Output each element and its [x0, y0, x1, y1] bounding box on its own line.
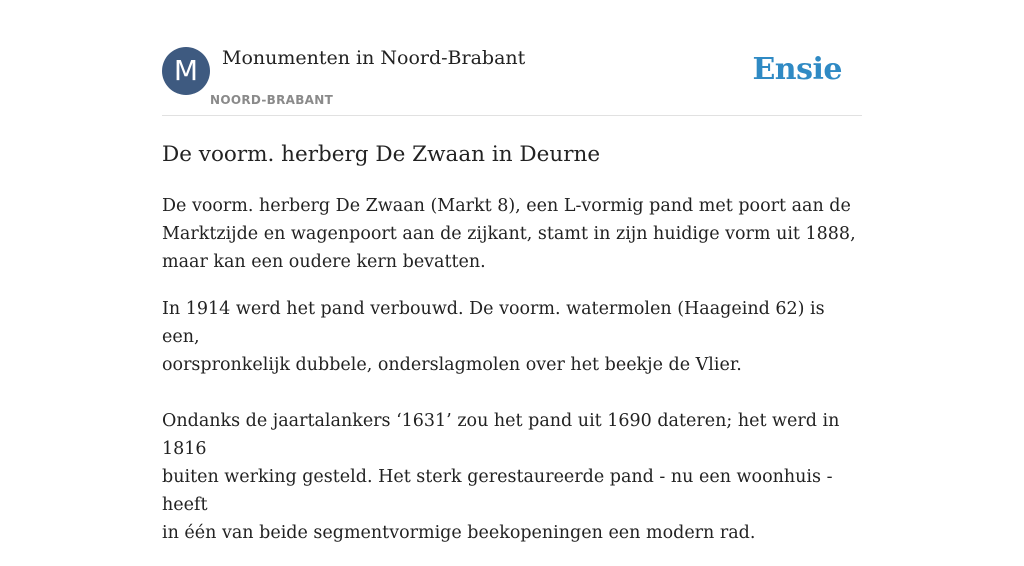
article-card — [162, 0, 862, 543]
ensie-logo[interactable]: Ensie — [752, 52, 842, 87]
article-title: De voorm. herberg De Zwaan in Deurne — [162, 142, 601, 167]
article-paragraph: De voorm. herberg De Zwaan (Markt 8), een L-vormig pand met poort aan de Marktzijde en wagenpoort aan de zijkant, stamt in zijn huidige vorm uit 1888, maar kan een oudere kern bevatten. — [162, 196, 856, 272]
collection-avatar[interactable]: M — [162, 47, 210, 95]
article-body — [162, 192, 862, 566]
article-paragraph: In 1914 werd het pand verbouwd. De voorm. watermolen (Haageind 62) is een, oorspronkelijk dubbele, onderslagmolen over het beekje de Vlier. — [162, 299, 825, 375]
region-label[interactable]: NOORD-BRABANT — [210, 93, 334, 107]
collection-title-link[interactable]: Monumenten in Noord-Brabant — [222, 47, 526, 69]
article-header — [162, 0, 862, 116]
article-paragraph: Ondanks de jaartalankers ‘1631’ zou het pand uit 1690 dateren; het werd in 1816 buiten werking gesteld. Het sterk gerestaureerde pand - nu een woonhuis - heeft in één van beide segmentvormige beekopeningen een modern rad. — [162, 411, 840, 543]
